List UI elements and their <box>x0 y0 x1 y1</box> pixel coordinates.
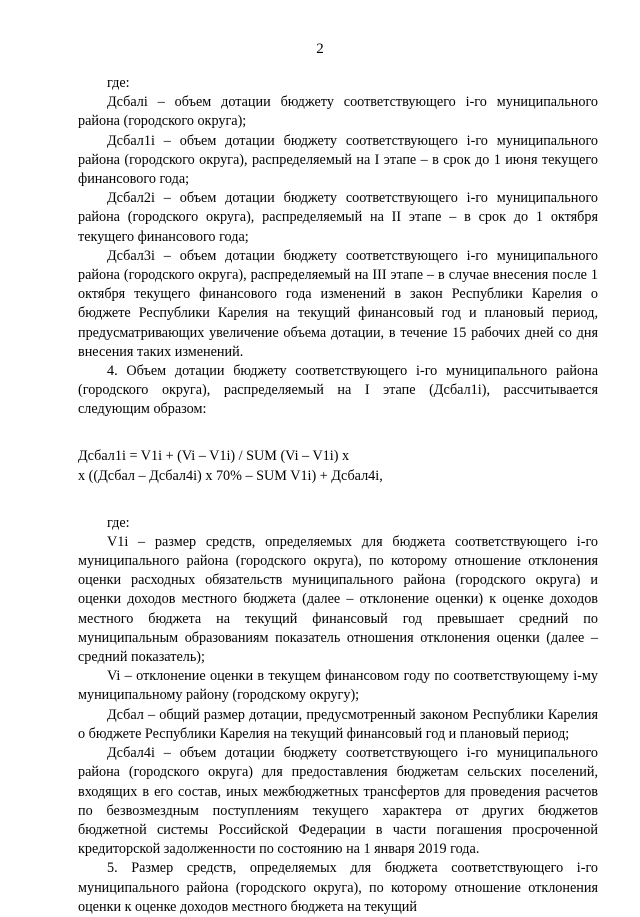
paragraphs-after-formula <box>78 514 598 917</box>
paragraph-v-i: Vi – отклонение оценки в текущем финансовом году по соответствующему i-му муниципальному району (городскому округу); <box>78 668 598 704</box>
paragraph-dsbal-i: Дсбалi – объем дотации бюджету соответствующего i-го муниципального района (городского округа); <box>78 94 598 130</box>
paragraph-dsbal1-i: Дсбал1i – объем дотации бюджету соответствующего i-го муниципального района (городского округа), распределяемый на I этапе – в срок до 1 июня текущего финансового года; <box>78 132 598 188</box>
paragraph-where-2: где: <box>107 514 130 531</box>
paragraph-dsbal4-i: Дсбал4i – объем дотации бюджету соответствующего i-го муниципального района (городского округа) для предоставления бюджетам сельских поселений, входящих в его состав, иных межбюджетных трансфертов для проведения расчетов по безвозмездным поступлениям текущего характера от других бюджетов бюджетной системы Российской Федерации в части погашения просроченной кредиторской задолженности по состоянию на 1 января 2019 года. <box>78 745 598 858</box>
formula-line-2: x ((Дсбал – Дсбал4i) x 70% – SUM V1i) + Дсбал4i, <box>78 467 383 484</box>
paragraph-item-5: 5. Размер средств, определяемых для бюджета соответствующего i-го муниципального района (городского округа), по которому отношение отклонения оценки к оценке доходов местного бюджета на текущий <box>78 860 598 915</box>
paragraph-item-4: 4. Объем дотации бюджету соответствующего i-го муниципального района (городского округа), распределяемый на I этапе (Дсбал1i), рассчитывается следующим образом: <box>78 363 598 418</box>
paragraph-dsbal2-i: Дсбал2i – объем дотации бюджету соответствующего i-го муниципального района (городского округа), распределяемый на II этапе – в срок до 1 октября текущего финансового года; <box>78 190 598 245</box>
formula-line-1: Дсбал1i = V1i + (Vi – V1i) / SUM (Vi – V1i) x <box>78 447 350 464</box>
paragraph-v1-i: V1i – размер средств, определяемых для бюджета соответствующего i-го муниципального района (городского округа), по которому отношение отклонения оценки расходных обязательств муниципального района (городского округа) и оценки доходов местного бюджета (далее – отклонение оценки) к оценке доходов местного бюджета на текущий финансовый год превышает средний по муниципальным образованиям показатель отношения отклонения оценки (далее – средний показатель); <box>78 533 598 666</box>
paragraph-dsbal: Дсбал – общий размер дотации, предусмотренный законом Республики Карелия о бюджете Республики Карелия на текущий финансовый год и плановый период; <box>78 706 598 742</box>
paragraphs-before-formula <box>78 74 598 420</box>
document-body <box>78 74 598 917</box>
page-number: 2 <box>316 41 324 57</box>
paragraph-dsbal3-i: Дсбал3i – объем дотации бюджету соответствующего i-го муниципального района (городского округа), распределяемый на III этапе – в случае внесения после 1 октября текущего финансового года изменений в закон Республики Карелия о бюджете Республики Карелия на текущий финансовый год и плановый период, предусматривающих увеличение объема дотации, в течение 15 рабочих дней со дня внесения таких изменений. <box>78 247 598 360</box>
formula-block <box>78 446 598 486</box>
paragraph-where-1: где: <box>107 75 130 91</box>
